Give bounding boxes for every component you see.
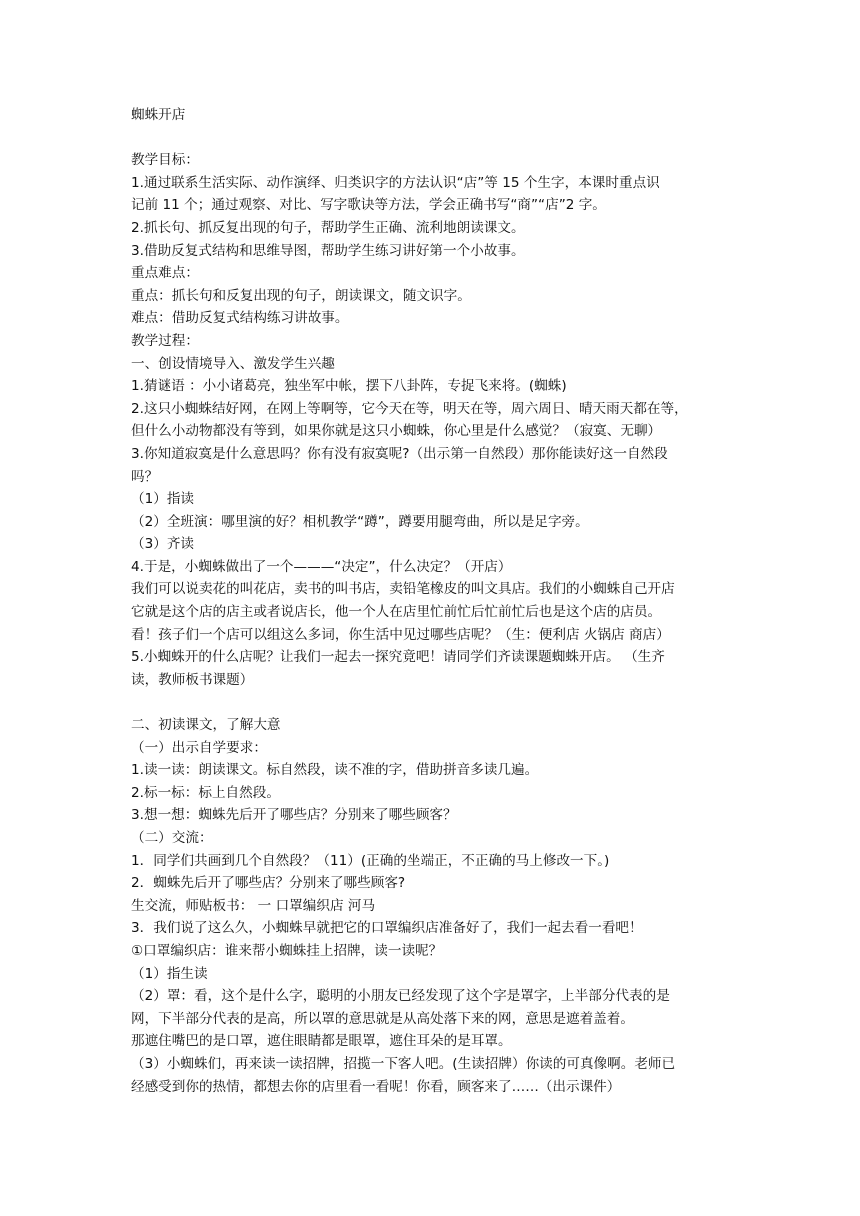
text-line: 2.这只小蜘蛛结好网，在网上等啊等，它今天在等，明天在等，周六周日、晴天雨天都在等， xyxy=(131,400,688,417)
text-line: 一、创设情境导入、激发学生兴趣 xyxy=(131,355,335,372)
text-line: （二）交流： xyxy=(131,830,213,846)
text-line: 看！孩子们一个店可以组这么多词，你生活中见过哪些店呢？（生：便利店 火锅店 商店） xyxy=(131,626,670,643)
text-line: 1.读一读：朗读课文。标自然段，读不准的字，借助拼音多读几遍。 xyxy=(131,762,539,779)
text-line: （2）罩：看，这个是什么字，聪明的小朋友已经发现了这个字是罩字，上半部分代表的是 xyxy=(131,988,670,1005)
text-line: 重点：抓长句和反复出现的句子，朗读课文，随文识字。 xyxy=(131,287,471,304)
text-line: （一）出示自学要求： xyxy=(131,739,267,756)
text-line: （2）全班演：哪里演的好？相机教学“蹲”，蹲要用腿弯曲，所以是足字旁。 xyxy=(131,513,589,530)
text-line: 难点：借助反复式结构练习讲故事。 xyxy=(131,310,349,327)
text-line: 读，教师板书课题） xyxy=(131,671,254,688)
text-line: 教学目标： xyxy=(131,152,199,169)
text-line: 但什么小动物都没有等到，如果你就是这只小蜘蛛，你心里是什么感觉？（寂寞、无聊） xyxy=(131,423,662,440)
document-title: 蜘蛛开店 xyxy=(131,107,186,123)
text-line: 2．蜘蛛先后开了哪些店？分别来了哪些顾客? xyxy=(131,875,406,892)
text-line: （1）指生读 xyxy=(131,965,208,982)
text-line: 3.借助反复式结构和思维导图，帮助学生练习讲好第一个小故事。 xyxy=(131,242,525,259)
text-line: 5.小蜘蛛开的什么店呢？让我们一起去一探究竟吧！请同学们齐读课题蜘蛛开店。 （生齐 xyxy=(131,649,665,666)
text-line: 记前 11 个；通过观察、对比、写字歌诀等方法，学会正确书写“商”“店”2 字。 xyxy=(131,197,606,214)
text-line: 2.抓长句、抓反复出现的句子，帮助学生正确、流利地朗读课文。 xyxy=(131,219,525,236)
text-line: 它就是这个店的店主或者说店长，他一个人在店里忙前忙后忙前忙后也是这个店的店员。 xyxy=(131,604,662,621)
blank-line xyxy=(131,691,736,714)
text-line: （3）小蜘蛛们，再来读一读招牌，招揽一下客人吧。(生读招牌）你读的可真像啊。老师已 xyxy=(131,1055,676,1072)
text-line: 4.于是，小蜘蛛做出了一个———“决定”，什么决定？（开店） xyxy=(131,558,512,575)
text-line: 1.通过联系生活实际、动作演绎、归类识字的方法认识“店”等 15 个生字，本课时重点识 xyxy=(131,174,660,191)
text-line: 那遮住嘴巴的是口罩，遮住眼睛都是眼罩，遮住耳朵的是耳罩。 xyxy=(131,1033,512,1050)
text-line: 二、初读课文，了解大意 xyxy=(131,717,281,734)
text-line: 1．同学们共画到几个自然段？（11）(正确的坐端正，不正确的马上修改一下。) xyxy=(131,852,610,869)
text-line: 3.想一想：蜘蛛先后开了哪些店？分别来了哪些顾客？ xyxy=(131,807,457,824)
document-body xyxy=(131,104,736,1098)
text-line: 网，下半部分代表的是高，所以罩的意思就是从高处落下来的网，意思是遮着盖着。 xyxy=(131,1010,634,1027)
blank-line xyxy=(131,127,736,150)
text-line: 生交流，师贴板书： 一 口罩编织店 河马 xyxy=(131,897,376,914)
text-line: 吗？ xyxy=(131,468,159,485)
text-line: 重点难点： xyxy=(131,265,199,282)
text-line: 3．我们说了这么久，小蜘蛛早就把它的口罩编织店准备好了，我们一起去看一看吧！ xyxy=(131,920,643,937)
text-line: 2.标一标：标上自然段。 xyxy=(131,784,280,801)
text-line: 3.你知道寂寞是什么意思吗？你有没有寂寞呢?（出示第一自然段）那你能读好这一自然段 xyxy=(131,445,668,462)
text-line: 我们可以说卖花的叫花店，卖书的叫书店，卖铅笔橡皮的叫文具店。我们的小蜘蛛自己开店 xyxy=(131,581,675,598)
text-line: （1）指读 xyxy=(131,491,195,508)
text-line: 1.猜谜语 ：小小诸葛亮，独坐军中帐，摆下八卦阵，专捉飞来将。(蜘蛛) xyxy=(131,378,567,395)
text-line: （3）齐读 xyxy=(131,536,195,553)
text-line: 教学过程： xyxy=(131,332,199,349)
text-line: ①口罩编织店：谁来帮小蜘蛛挂上招牌，读一读呢？ xyxy=(131,942,443,959)
text-line: 经感受到你的热情，都想去你的店里看一看呢！你看，顾客来了……（出示课件） xyxy=(131,1078,621,1095)
